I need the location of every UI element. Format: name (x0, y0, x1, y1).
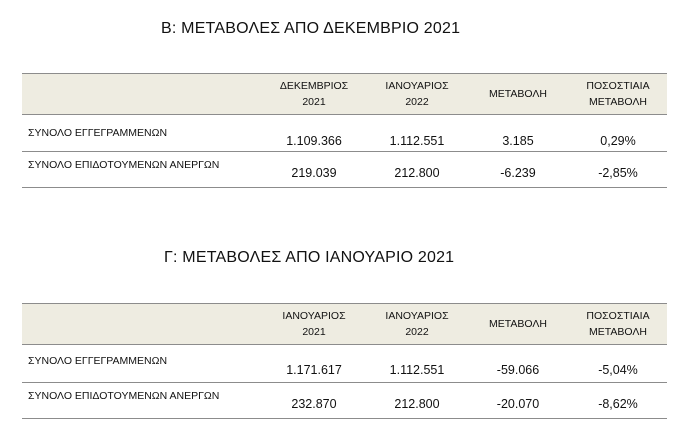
row-value: 1.112.551 (389, 363, 445, 377)
row-value: 232.870 (291, 397, 337, 411)
row-value: 219.039 (291, 166, 337, 180)
header-col-2: ΙΑΝΟΥΑΡΙΟΣ 2022 (385, 80, 449, 108)
row-value: 1.171.617 (286, 363, 342, 377)
header-col-1: ΔΕΚΕΜΒΡΙΟΣ 2021 (279, 80, 349, 108)
row-value: -20.070 (496, 397, 540, 411)
row-value: -5,04% (598, 363, 638, 377)
header-col-3: ΜΕΤΑΒΟΛΗ (489, 318, 547, 330)
row-label: ΣΥΝΟΛΟ ΕΓΓΕΓΡΑΜΜΕΝΩΝ (28, 127, 168, 139)
row-value: 1.112.551 (389, 134, 445, 148)
row-label: ΣΥΝΟΛΟ ΕΠΙΔΟΤΟΥΜΕΝΩΝ ΑΝΕΡΓΩΝ (28, 390, 220, 402)
header-col-1: ΙΑΝΟΥΑΡΙΟΣ 2021 (282, 310, 346, 338)
table-row (22, 115, 667, 152)
table-row (22, 345, 667, 383)
row-label: ΣΥΝΟΛΟ ΕΠΙΔΟΤΟΥΜΕΝΩΝ ΑΝΕΡΓΩΝ (28, 159, 220, 171)
row-value: 1.109.366 (286, 134, 342, 148)
row-value: 3.185 (502, 134, 534, 148)
row-value: 212.800 (394, 166, 440, 180)
header-col-2: ΙΑΝΟΥΑΡΙΟΣ 2022 (385, 310, 449, 338)
row-value: -59.066 (496, 363, 540, 377)
row-value: -2,85% (598, 166, 638, 180)
table-row (22, 152, 667, 188)
row-value: 0,29% (600, 134, 636, 148)
header-col-4: ΠΟΣΟΣΤΙΑΙΑ ΜΕΤΑΒΟΛΗ (586, 310, 650, 338)
table-row (22, 383, 667, 419)
section-b-table (22, 73, 667, 188)
section-c-table (22, 303, 667, 419)
header-col-4: ΠΟΣΟΣΤΙΑΙΑ ΜΕΤΑΒΟΛΗ (586, 80, 650, 108)
table-header (22, 303, 667, 345)
table-header (22, 73, 667, 115)
section-b-title: Β: ΜΕΤΑΒΟΛΕΣ ΑΠΟ ΔΕΚΕΜΒΡΙΟ 2021 (161, 20, 461, 37)
row-value: -8,62% (598, 397, 638, 411)
header-col-3: ΜΕΤΑΒΟΛΗ (489, 88, 547, 100)
row-label: ΣΥΝΟΛΟ ΕΓΓΕΓΡΑΜΜΕΝΩΝ (28, 355, 168, 367)
row-value: -6.239 (500, 166, 536, 180)
section-c-title: Γ: ΜΕΤΑΒΟΛΕΣ ΑΠΟ ΙΑΝΟΥΑΡΙΟ 2021 (164, 249, 455, 266)
row-value: 212.800 (394, 397, 440, 411)
